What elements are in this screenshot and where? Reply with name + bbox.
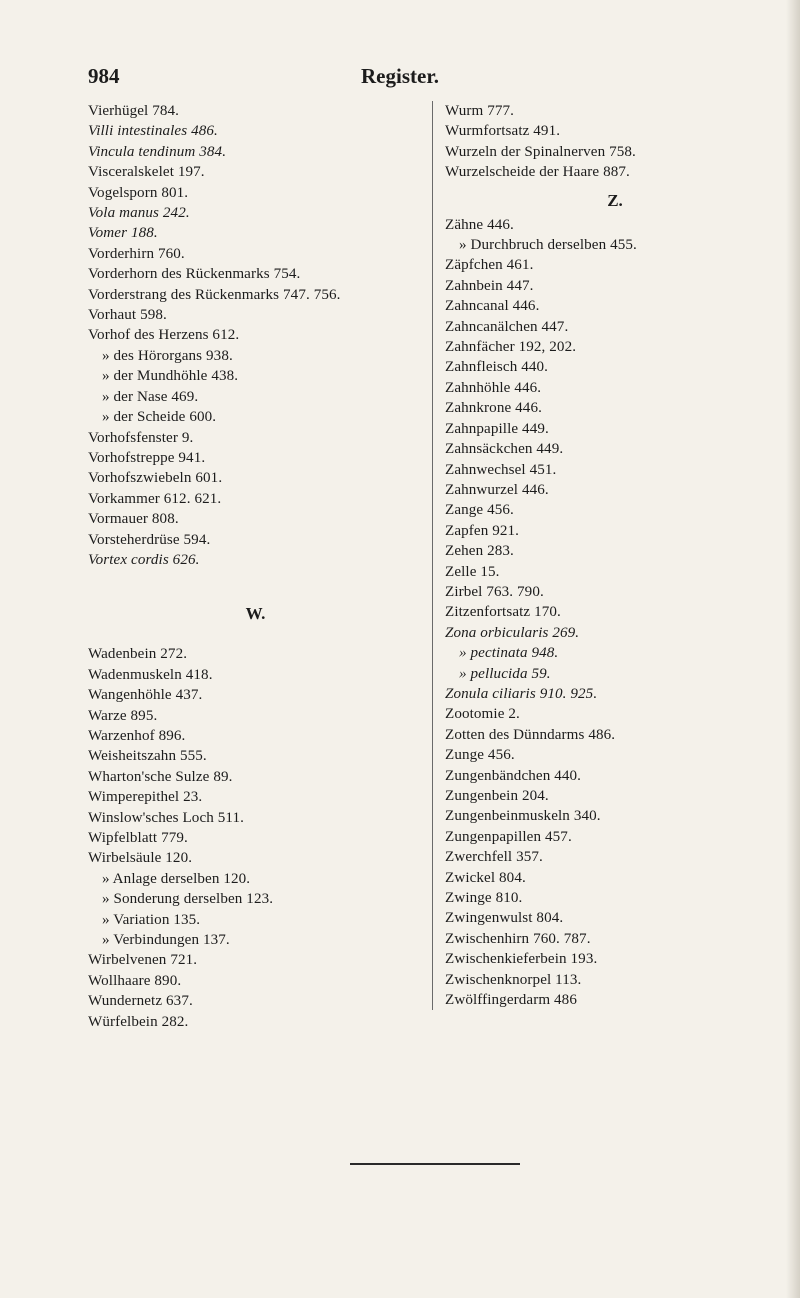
index-entry: Zungenbeinmuskeln 340. xyxy=(445,808,601,825)
index-entry: Villi intestinales 486. xyxy=(88,123,218,140)
index-entry: Vorhaut 598. xyxy=(88,307,167,324)
index-entry: » der Mundhöhle 438. xyxy=(102,368,239,385)
entry-list-z xyxy=(445,215,785,1011)
index-entry: Zona orbicularis 269. xyxy=(445,624,580,641)
index-entry: Zahncanälchen 447. xyxy=(445,318,569,335)
index-entry: Wurzelscheide der Haare 887. xyxy=(445,164,630,181)
index-entry: Zwinge 810. xyxy=(445,890,523,907)
index-entry: Vorkammer 612. 621. xyxy=(88,490,222,507)
index-entry: Vierhügel 784. xyxy=(88,103,180,119)
section-heading-w: W. xyxy=(245,604,266,624)
section-heading-z: Z. xyxy=(607,190,623,210)
index-entry: Zwischenkieferbein 193. xyxy=(445,951,598,968)
index-entry: Zungenbändchen 440. xyxy=(445,767,582,784)
index-entry: » Verbindungen 137. xyxy=(102,932,230,949)
index-entry: » Sonderung derselben 123. xyxy=(102,891,274,908)
index-entry: Zwerchfell 357. xyxy=(445,849,543,866)
index-entry: Wipfelblatt 779. xyxy=(88,830,188,846)
index-entry: » der Nase 469. xyxy=(102,388,199,405)
index-entry: Vorderhorn des Rückenmarks 754. xyxy=(88,266,301,283)
index-entry: Wimperepithel 23. xyxy=(88,789,203,806)
index-entry: Vola manus 242. xyxy=(88,205,190,222)
index-entry: Zirbel 763. 790. xyxy=(445,583,544,600)
index-entry: Zotten des Dünndarms 486. xyxy=(445,726,616,743)
index-entry: Zahnwurzel 446. xyxy=(445,481,549,498)
index-entry: » Variation 135. xyxy=(102,911,201,928)
index-entry: » pellucida 59. xyxy=(459,665,551,682)
index-entry: Zehen 283. xyxy=(445,543,514,560)
index-entry: Zahnkrone 446. xyxy=(445,400,542,417)
index-entry: Warzenhof 896. xyxy=(88,727,186,744)
index-entry: Vorderstrang des Rückenmarks 747. 756. xyxy=(88,286,341,303)
index-entry: Wirbelsäule 120. xyxy=(88,850,193,867)
index-entry: Zwischenhirn 760. 787. xyxy=(445,930,591,947)
index-entry: Zäpfchen 461. xyxy=(445,257,534,274)
index-entry: Wadenbein 272. xyxy=(88,646,188,663)
index-entry: Zungenbein 204. xyxy=(445,788,549,804)
bottom-rule xyxy=(350,1163,520,1165)
index-entry: Zapfen 921. xyxy=(445,522,520,539)
index-entry: Zonula ciliaris 910. 925. xyxy=(445,685,598,702)
index-entry: Vomer 188. xyxy=(88,225,158,242)
index-entry: Wadenmuskeln 418. xyxy=(88,666,213,683)
index-entry: Zunge 456. xyxy=(445,747,515,764)
index-entry: » Anlage derselben 120. xyxy=(102,870,251,887)
index-entry: » pectinata 948. xyxy=(459,645,559,662)
index-entry: Zwickel 804. xyxy=(445,869,526,886)
index-entry: Zwingenwulst 804. xyxy=(445,910,564,927)
index-entry: Zahnbein 447. xyxy=(445,277,534,294)
index-entry: Zähne 446. xyxy=(445,216,514,233)
index-entry: Zahnfächer 192, 202. xyxy=(445,339,577,356)
index-entry: » Durchbruch derselben 455. xyxy=(459,237,637,254)
index-entry: Zahnwechsel 451. xyxy=(445,461,557,478)
index-entry: Vorderhirn 760. xyxy=(88,245,185,262)
index-column-left xyxy=(88,101,423,1032)
index-entry: Zungenpapillen 457. xyxy=(445,828,572,845)
index-entry: Zahnhöhle 446. xyxy=(445,379,542,396)
index-entry: Wurzeln der Spinalnerven 758. xyxy=(445,143,636,160)
index-entry: » des Hörorgans 938. xyxy=(102,347,233,364)
index-entry: Zange 456. xyxy=(445,502,514,519)
index-entry: Vorhofstreppe 941. xyxy=(88,449,206,466)
index-entry: Wollhaare 890. xyxy=(88,972,182,989)
index-entry: Zahnfleisch 440. xyxy=(445,359,549,376)
index-entry: Vorhofszwiebeln 601. xyxy=(88,470,223,487)
index-entry: Zwölffingerdarm 486 xyxy=(445,992,577,1009)
index-entry: Vortex cordis 626. xyxy=(88,551,200,568)
index-entry: Wurm 777. xyxy=(445,103,515,119)
index-entry: Zitzenfortsatz 170. xyxy=(445,604,561,621)
index-entry: Vincula tendinum 384. xyxy=(88,143,227,160)
index-entry: Zootomie 2. xyxy=(445,706,520,723)
index-entry: Weisheitszahn 555. xyxy=(88,748,207,765)
page-edge-shadow xyxy=(786,0,800,1298)
index-entry: » der Scheide 600. xyxy=(102,409,217,426)
index-entry: Vogelsporn 801. xyxy=(88,184,189,201)
index-entry: Vorhofsfenster 9. xyxy=(88,429,194,446)
index-entry: Vorsteherdrüse 594. xyxy=(88,531,211,548)
index-entry: Zelle 15. xyxy=(445,563,500,580)
entry-list-v xyxy=(88,101,423,570)
index-entry: Vorhof des Herzens 612. xyxy=(88,327,240,344)
index-entry: Warze 895. xyxy=(88,707,158,724)
index-entry: Zahncanal 446. xyxy=(445,298,540,315)
index-column-right xyxy=(432,101,785,1010)
index-entry: Wurmfortsatz 491. xyxy=(445,123,561,140)
entry-list-w-continued xyxy=(445,101,785,183)
index-entry: Visceralskelet 197. xyxy=(88,164,205,181)
index-entry: Vormauer 808. xyxy=(88,511,179,528)
index-entry: Zahnpapille 449. xyxy=(445,420,549,437)
index-entry: Wangenhöhle 437. xyxy=(88,687,203,704)
page-number: 984 xyxy=(88,64,120,88)
index-entry: Wirbelvenen 721. xyxy=(88,952,198,969)
index-entry: Wundernetz 637. xyxy=(88,993,193,1010)
index-entry: Wharton'sche Sulze 89. xyxy=(88,768,233,785)
entry-list-w xyxy=(88,644,423,1032)
index-entry: Zahnsäckchen 449. xyxy=(445,441,564,458)
running-title: Register. xyxy=(361,64,439,88)
index-entry: Würfelbein 282. xyxy=(88,1013,189,1030)
index-entry: Winslow'sches Loch 511. xyxy=(88,809,245,826)
index-entry: Zwischenknorpel 113. xyxy=(445,971,582,988)
